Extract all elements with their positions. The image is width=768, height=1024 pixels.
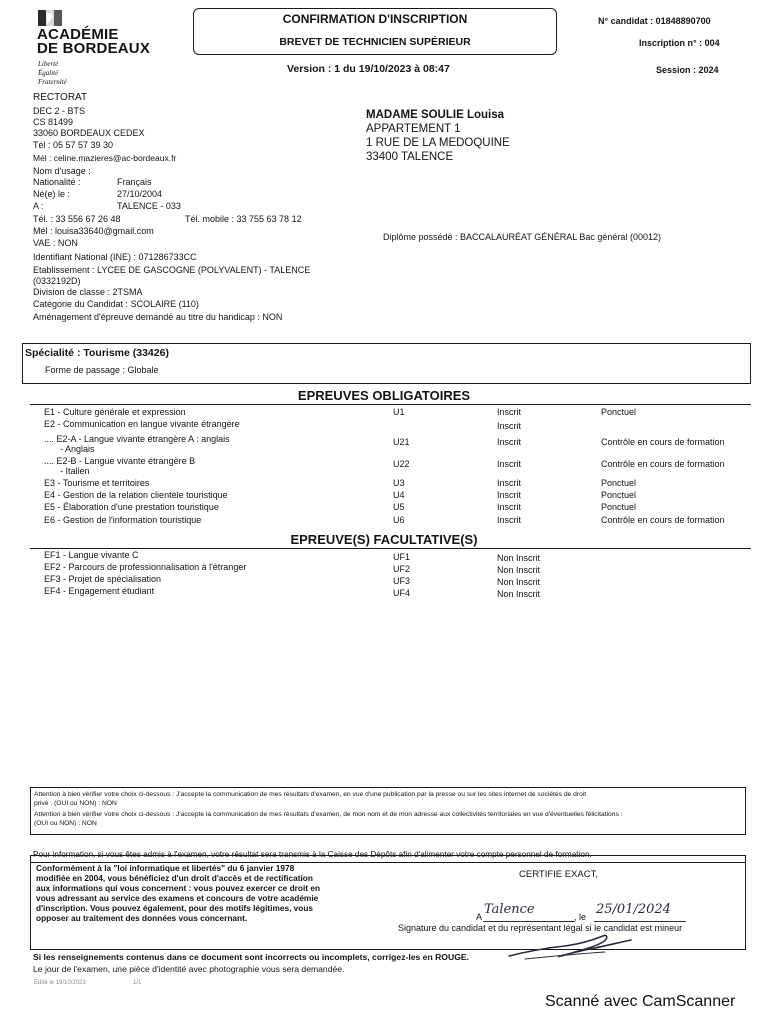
nationalite-value: Français (117, 177, 152, 187)
epreuve-name: E6 - Gestion de l'information touristique (44, 515, 202, 525)
recipient-line: 1 RUE DE LA MEDOQUINE (366, 137, 510, 149)
id-note: Le jour de l'examen, une pièce d'identité avec photographie vous sera demandée. (33, 964, 345, 974)
divider (30, 404, 751, 405)
sign-date-prefix: , le (574, 912, 587, 922)
phone: Tél. : 33 556 67 26 48 (33, 214, 121, 224)
epreuve-code: U21 (393, 437, 410, 447)
amenagement: Aménagement d'épreuve demandé au titre du handicap : NON (33, 312, 283, 322)
epreuve-mode: Ponctuel (601, 490, 637, 500)
epreuve-status: Inscrit (497, 515, 522, 525)
epreuve-status: Non Inscrit (497, 565, 541, 575)
recipient-name: MADAME SOULIE Louisa (366, 109, 505, 121)
epreuve-status: Inscrit (497, 421, 522, 431)
epreuve-status: Inscrit (497, 478, 522, 488)
sender-line: 33060 BORDEAUX CEDEX (33, 128, 145, 138)
epreuve-name: EF4 - Engagement étudiant (44, 586, 155, 596)
correction-note: Si les renseignements contenus dans ce document sont incorrects ou incomplets, corrigez-les en ROUGE. (33, 952, 470, 962)
nom-usage: Nom d'usage : (33, 166, 91, 176)
epreuve-code: UF3 (393, 576, 411, 586)
birthplace-label: A : (33, 201, 44, 211)
epreuve-mode: Contrôle en cours de formation (601, 437, 725, 447)
categorie: Catégorie du Candidat : SCOLAIRE (110) (33, 299, 199, 309)
epreuve-sub-language: - Italien (60, 466, 90, 476)
division: Division de classe : 2TSMA (33, 287, 143, 297)
cnil-line: vous adressant au service des examens et concours de votre académie (36, 893, 319, 903)
vae: VAE : NON (33, 238, 78, 248)
attention-line: (OUI ou NON) : NON (34, 820, 97, 827)
facultatives-heading: EPREUVE(S) FACULTATIVE(S) (290, 532, 478, 547)
epreuve-code: UF1 (393, 552, 411, 562)
birthdate-value: 27/10/2004 (117, 189, 163, 199)
sign-place-prefix: A (476, 912, 483, 922)
speciality-title: Spécialité : Tourisme (33426) (25, 347, 169, 359)
academy-name-line1: ACADÉMIE (37, 26, 119, 43)
epreuve-code: U1 (393, 407, 405, 417)
email: Mél : louisa33640@gmail.com (33, 226, 154, 236)
diplome: Diplôme possédé : BACCALAURÉAT GÉNÉRAL Bac général (00012) (383, 232, 661, 242)
sign-date: 25/01/2024 (596, 902, 671, 917)
epreuve-name: E5 - Élaboration d'une prestation touristique (44, 502, 219, 512)
epreuve-status: Inscrit (497, 459, 522, 469)
epreuve-status: Inscrit (497, 490, 522, 500)
sender-line: Tél : 05 57 57 39 30 (33, 140, 114, 150)
page-title: CONFIRMATION D'INSCRIPTION (282, 12, 468, 26)
cnil-line: Conformément à la "loi informatique et libertés" du 6 janvier 1978 (36, 863, 295, 873)
session-label: Session : 2024 (656, 65, 719, 75)
epreuve-code: U4 (393, 490, 405, 500)
epreuve-code: U22 (393, 459, 410, 469)
epreuve-code: UF2 (393, 564, 411, 574)
nationalite-label: Nationalité : (33, 177, 81, 187)
birthplace-value: TALENCE - 033 (117, 201, 181, 211)
epreuve-name: .... E2-A - Langue vivante étrangère A : anglais (44, 434, 230, 444)
attention-line: Attention à bien vérifier votre choix ci-dessous : J'accepte la communication de mes résultats d'examen, en vue d'une publication par la presse ou sur les sites internet de sociétés de droit (34, 791, 587, 798)
republique-flag-logo (38, 10, 62, 26)
motto-fraternite: Fraternité (38, 78, 67, 86)
birthdate-label: Né(e) le : (33, 189, 71, 199)
attention-line: Attention à bien vérifier votre choix ci-dessous : J'accepte la communication de mes résultats d'examen, de mon nom et de mon adresse aux collectivités territoriales en vue d'éventuelles félicitations : (34, 811, 623, 818)
epreuve-mode: Ponctuel (601, 478, 637, 488)
sender-line: Mél : celine.mazieres@ac-bordeaux.fr (33, 153, 177, 163)
page-count: 1/1 (133, 980, 142, 986)
academy-name-line2: DE BORDEAUX (37, 40, 151, 57)
sender-line: CS 81499 (33, 117, 74, 127)
epreuve-status: Inscrit (497, 407, 522, 417)
recipient-line: APPARTEMENT 1 (366, 123, 461, 135)
epreuve-status: Non Inscrit (497, 553, 541, 563)
attention-line: privé : (OUI ou NON) : NON (34, 800, 117, 807)
certifie-exact: CERTIFIE EXACT, (519, 869, 599, 880)
epreuve-status: Non Inscrit (497, 589, 541, 599)
page-subtitle: BREVET DE TECHNICIEN SUPÉRIEUR (279, 36, 471, 48)
etablissement: Etablissement : LYCEE DE GASCOGNE (POLYVALENT) - TALENCE (33, 265, 311, 275)
scanner-watermark: Scanné avec CamScanner (545, 993, 736, 1010)
motto-egalite: Égalité (38, 69, 59, 77)
epreuve-status: Non Inscrit (497, 577, 541, 587)
epreuve-code: U6 (393, 515, 405, 525)
recipient-line: 33400 TALENCE (366, 151, 454, 163)
epreuve-status: Inscrit (497, 437, 522, 447)
cnil-line: modifiée en 2004, vous bénéficiez d'un droit d'accès et de rectification (36, 873, 313, 883)
epreuve-name: E3 - Tourisme et territoires (44, 478, 150, 488)
edit-date: Edité le 19/10/2023 (34, 980, 86, 986)
sender-line: RECTORAT (33, 92, 88, 103)
ine: Identifiant National (INE) : 071286733CC (33, 252, 197, 262)
obligatoires-heading: EPREUVES OBLIGATOIRES (297, 388, 471, 403)
epreuve-mode: Ponctuel (601, 407, 637, 417)
forme-passage: Forme de passage : Globale (45, 365, 159, 375)
epreuve-name: EF2 - Parcours de professionnalisation à l'étranger (44, 562, 247, 572)
epreuve-name: E4 - Gestion de la relation clientèle touristique (44, 490, 228, 500)
signature-caption: Signature du candidat et du représentant légal si le candidat est mineur (398, 923, 683, 933)
epreuve-mode: Contrôle en cours de formation (601, 515, 725, 525)
epreuve-name: E1 - Culture générale et expression (44, 407, 186, 417)
etablissement-code: (0332192D) (33, 276, 81, 286)
epreuve-code: U3 (393, 478, 405, 488)
epreuve-mode: Contrôle en cours de formation (601, 459, 725, 469)
info-caisse-depots: Pour information, si vous êtes admis à l'examen, votre résultat sera transmis à la Caisse des Dépôts afin d'alimenter votre compte personnel de formation. (33, 850, 592, 859)
epreuve-code: UF4 (393, 588, 411, 598)
epreuve-mode: Ponctuel (601, 502, 637, 512)
sender-line: DEC 2 - BTS (33, 106, 86, 116)
cnil-line: opposer au traitement des données vous concernant. (36, 913, 248, 923)
version-label: Version : 1 du 19/10/2023 à 08:47 (287, 63, 450, 75)
cnil-line: d'inscription. Vous pouvez également, pour des motifs légitimes, vous (36, 903, 314, 913)
epreuve-name: E2 - Communication en langue vivante étrangère (44, 419, 240, 429)
handwritten-signature (505, 930, 635, 962)
sign-place: Talence (484, 902, 535, 917)
epreuve-name: .... E2-B - Langue vivante étrangère B (44, 456, 196, 466)
epreuve-status: Inscrit (497, 502, 522, 512)
motto-liberte: Liberté (38, 60, 59, 68)
epreuve-sub-language: - Anglais (60, 444, 95, 454)
epreuve-code: U5 (393, 502, 405, 512)
mobile-phone: Tél. mobile : 33 755 63 78 12 (185, 214, 302, 224)
epreuve-name: EF3 - Projet de spécialisation (44, 574, 162, 584)
inscription-number: Inscription n° : 004 (639, 38, 720, 48)
cnil-line: aux informations qui vous concernent : vous pouvez exercer ce droit en (36, 883, 321, 893)
candidate-number: N° candidat : 01848890700 (598, 16, 711, 26)
epreuve-name: EF1 - Langue vivante C (44, 550, 139, 560)
